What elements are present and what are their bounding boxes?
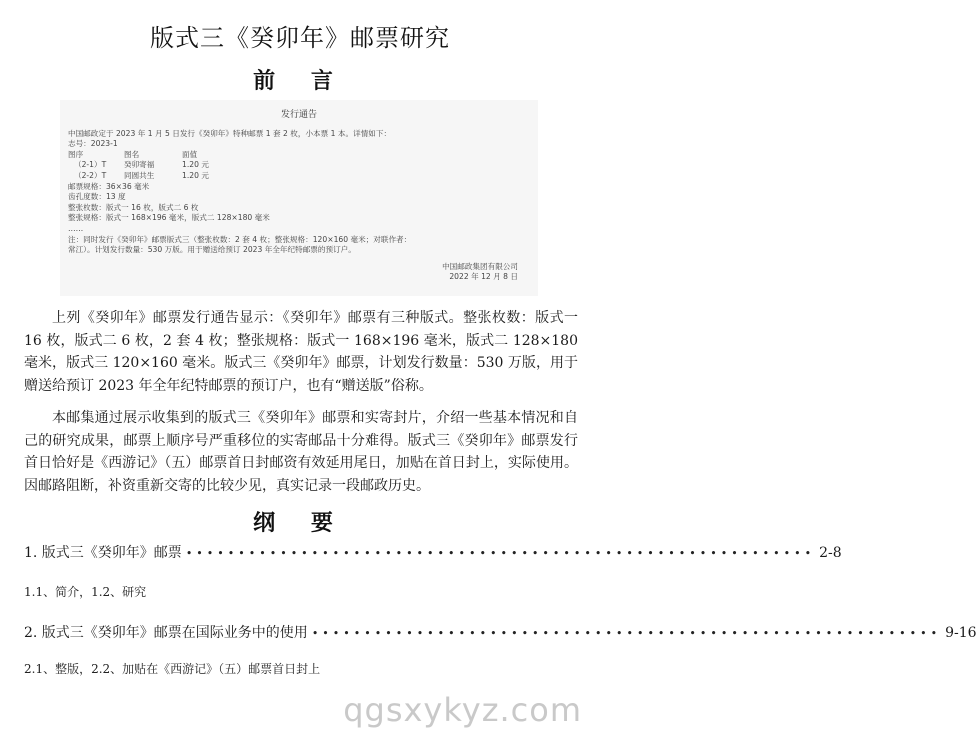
body-paragraph: 上列《癸卯年》邮票发行通告显示：《癸卯年》邮票有三种版式。整张枚数：版式一 16 枚，版式二 6 枚，2 套 4 枚；整张规格：版式一 168×196 毫米，版式二 128×180 毫米，版式三 120×160 毫米。版式三《癸卯年》邮票，计划发行数量：530 万版，用于赠送给预订 2023 年全年纪特邮票的预订户，也有“赠送版”俗称。	[24, 310, 578, 394]
notice-intro: 中国邮政定于 2023 年 1 月 5 日发行《癸卯年》特种邮票 1 套 2 枚，小本票 1 本。详情如下：	[68, 128, 392, 138]
notice-table-cell: （2-2）T	[74, 170, 107, 180]
notice-note: 注：同时发行《癸卯年》邮票版式三（整张枚数：2 套 4 枚；整张规格：120×160 毫米；对联作者：	[68, 234, 412, 244]
document-title: 版式三《癸卯年》邮票研究	[150, 24, 450, 52]
notice-table-cell: 1.20 元	[182, 170, 209, 180]
issue-notice-image	[60, 100, 538, 296]
notice-line: 齿孔度数：13 度	[68, 192, 126, 202]
toc-entry-pages: 9-16	[945, 625, 977, 641]
notice-stamp-table	[68, 150, 530, 182]
notice-note-continued: 常江）。计划发行数量：530 万版。用于赠送给预订 2023 年全年纪特邮票的预订户。	[68, 245, 356, 255]
site-watermark: qgsxykyz.com	[343, 691, 582, 729]
notice-line: 整张规格：版式一 168×196 毫米，版式二 128×180 毫米	[68, 213, 270, 223]
notice-title: 发行通告	[280, 110, 317, 120]
notice-table-cell: 1.20 元	[182, 160, 209, 170]
notice-table-cell: 癸卯寄福	[124, 160, 155, 170]
body-paragraph: 本邮集通过展示收集到的版式三《癸卯年》邮票和实寄封片，介绍一些基本情况和自己的研究成果，邮票上顺序号严重移位的实寄邮品十分难得。版式三《癸卯年》邮票发行首日恰好是《西游记》（五）邮票首日封邮资有效延用尾日，加贴在首日封上，实际使用。因邮路阻断，补资重新交寄的比较少见，真实记录一段邮政历史。	[24, 410, 578, 494]
toc-entry[interactable]	[24, 622, 977, 642]
toc-subentry: 2.1、整版，2.2、加贴在《西游记》（五）邮票首日封上	[24, 662, 321, 676]
notice-date: 2022 年 12 月 8 日	[449, 272, 518, 282]
toc-leader-dots: ••••••••••••••••••••••••••••••••••••••••••••••••••••••••••••	[311, 627, 942, 640]
notice-table-header-cell: 面值	[182, 149, 198, 159]
notice-serial: 志号：2023-1	[68, 139, 118, 149]
notice-table-header-cell: 图序	[68, 149, 84, 159]
outline-heading: 纲 要	[253, 511, 347, 536]
toc-entry-label: 2. 版式三《癸卯年》邮票在国际业务中的使用	[24, 625, 308, 641]
notice-issuer: 中国邮政集团有限公司	[442, 261, 518, 271]
notice-table-cell: （2-1）T	[74, 160, 107, 170]
notice-line: 邮票规格：36×36 毫米	[68, 181, 150, 191]
toc-entry[interactable]	[24, 542, 842, 562]
toc-entry-pages: 2-8	[819, 545, 842, 561]
notice-table-cell: 同圆共生	[124, 170, 155, 180]
preface-heading: 前 言	[253, 69, 347, 94]
notice-table-header-cell: 图名	[124, 149, 140, 159]
notice-line: ……	[68, 223, 84, 233]
notice-line: 整张枚数：版式一 16 枚，版式二 6 枚	[68, 202, 199, 212]
toc-subentry: 1.1、简介，1.2、研究	[24, 585, 147, 599]
toc-leader-dots: ••••••••••••••••••••••••••••••••••••••••••••••••••••••••••••	[185, 547, 816, 560]
toc-entry-label: 1. 版式三《癸卯年》邮票	[24, 545, 182, 561]
